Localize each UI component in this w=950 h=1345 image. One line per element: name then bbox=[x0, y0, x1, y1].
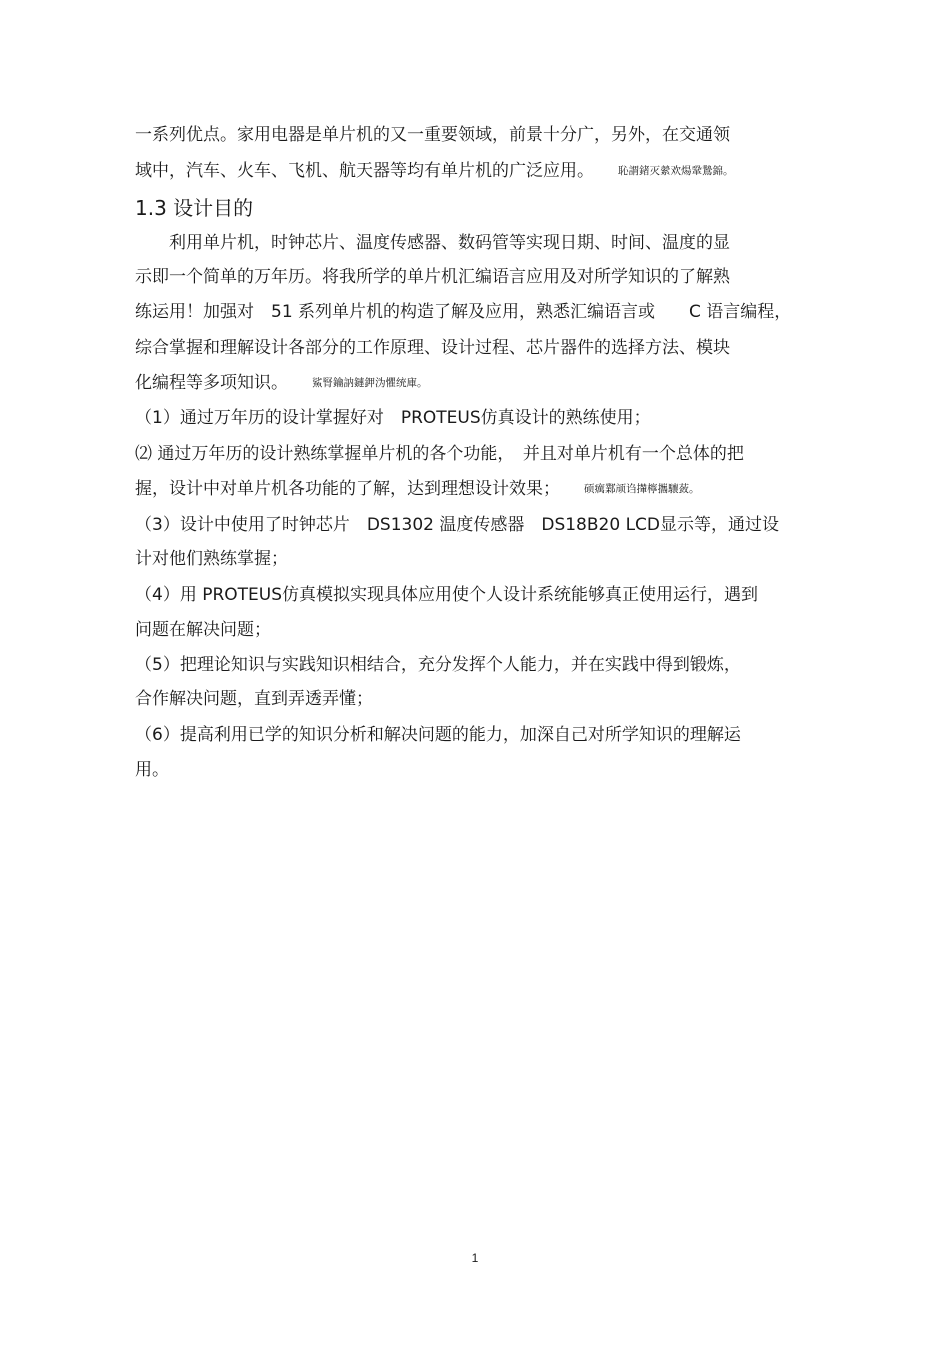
paragraph-line-last bbox=[135, 372, 428, 394]
list-item-2-line-1: ⑵ 通过万年历的设计熟练掌握单片机的各个功能， 并且对单片机有一个总体的把 bbox=[135, 444, 744, 464]
garbled-tag: 恥謂鍺灭縈欢煬鞏鷙錦。 bbox=[618, 165, 734, 177]
intro-line-2-text: 域中，汽车、火车、飞机、航天器等均有单片机的广泛应用。 bbox=[135, 161, 594, 181]
paragraph-line: 综合掌握和理解设计各部分的工作原理、设计过程、芯片器件的选择方法、模块 bbox=[135, 338, 730, 358]
page-number: 1 bbox=[471, 1251, 479, 1265]
list-item-4-line-2: 问题在解决问题； bbox=[135, 620, 271, 640]
paragraph-line: 利用单片机，时钟芯片、温度传感器、数码管等实现日期、时间、温度的显 bbox=[135, 233, 730, 253]
list-item-3-line-2: 计对他们熟练掌握； bbox=[135, 549, 288, 569]
paragraph-line-text: 化编程等多项知识。 bbox=[135, 373, 288, 393]
intro-line-1: 一系列优点。家用电器是单片机的又一重要领域，前景十分广，另外，在交通领 bbox=[135, 125, 730, 145]
list-item-5-line-1: （5）把理论知识与实践知识相结合，充分发挥个人能力，并在实践中得到锻炼， bbox=[135, 655, 741, 675]
list-item-2-line-2 bbox=[135, 478, 700, 500]
list-item-5-line-2: 合作解决问题，直到弄透弄懂； bbox=[135, 689, 373, 709]
paragraph-line: 练运用！加强对 51 系列单片机的构造了解及应用，熟悉汇编语言或 C 语言编程， bbox=[135, 302, 792, 322]
list-item-1: （1）通过万年历的设计掌握好对 PROTEUS仿真设计的熟练使用； bbox=[135, 408, 651, 428]
list-item-4-line-1: （4）用 PROTEUS仿真模拟实现具体应用使个人设计系统能够真正使用运行，遇到 bbox=[135, 585, 759, 605]
garbled-tag: 鯊腎鑰訥鏈鉀沩懼统庫。 bbox=[312, 377, 428, 389]
garbled-tag: 硕癘鄴颃诌攆檸攜驤蔹。 bbox=[584, 483, 700, 495]
section-heading: 1.3 设计目的 bbox=[135, 196, 254, 220]
intro-line-2 bbox=[135, 160, 734, 182]
paragraph-line: 示即一个简单的万年历。将我所学的单片机汇编语言应用及对所学知识的了解熟 bbox=[135, 267, 730, 287]
list-item-3-line-1: （3）设计中使用了时钟芯片 DS1302 温度传感器 DS18B20 LCD显示等，通过设 bbox=[135, 515, 780, 535]
list-item-2-text: 握，设计中对单片机各功能的了解，达到理想设计效果； bbox=[135, 479, 560, 499]
list-item-6-line-1: （6）提高利用已学的知识分析和解决问题的能力，加深自己对所学知识的理解运 bbox=[135, 725, 741, 745]
list-item-6-line-2: 用。 bbox=[135, 760, 169, 780]
